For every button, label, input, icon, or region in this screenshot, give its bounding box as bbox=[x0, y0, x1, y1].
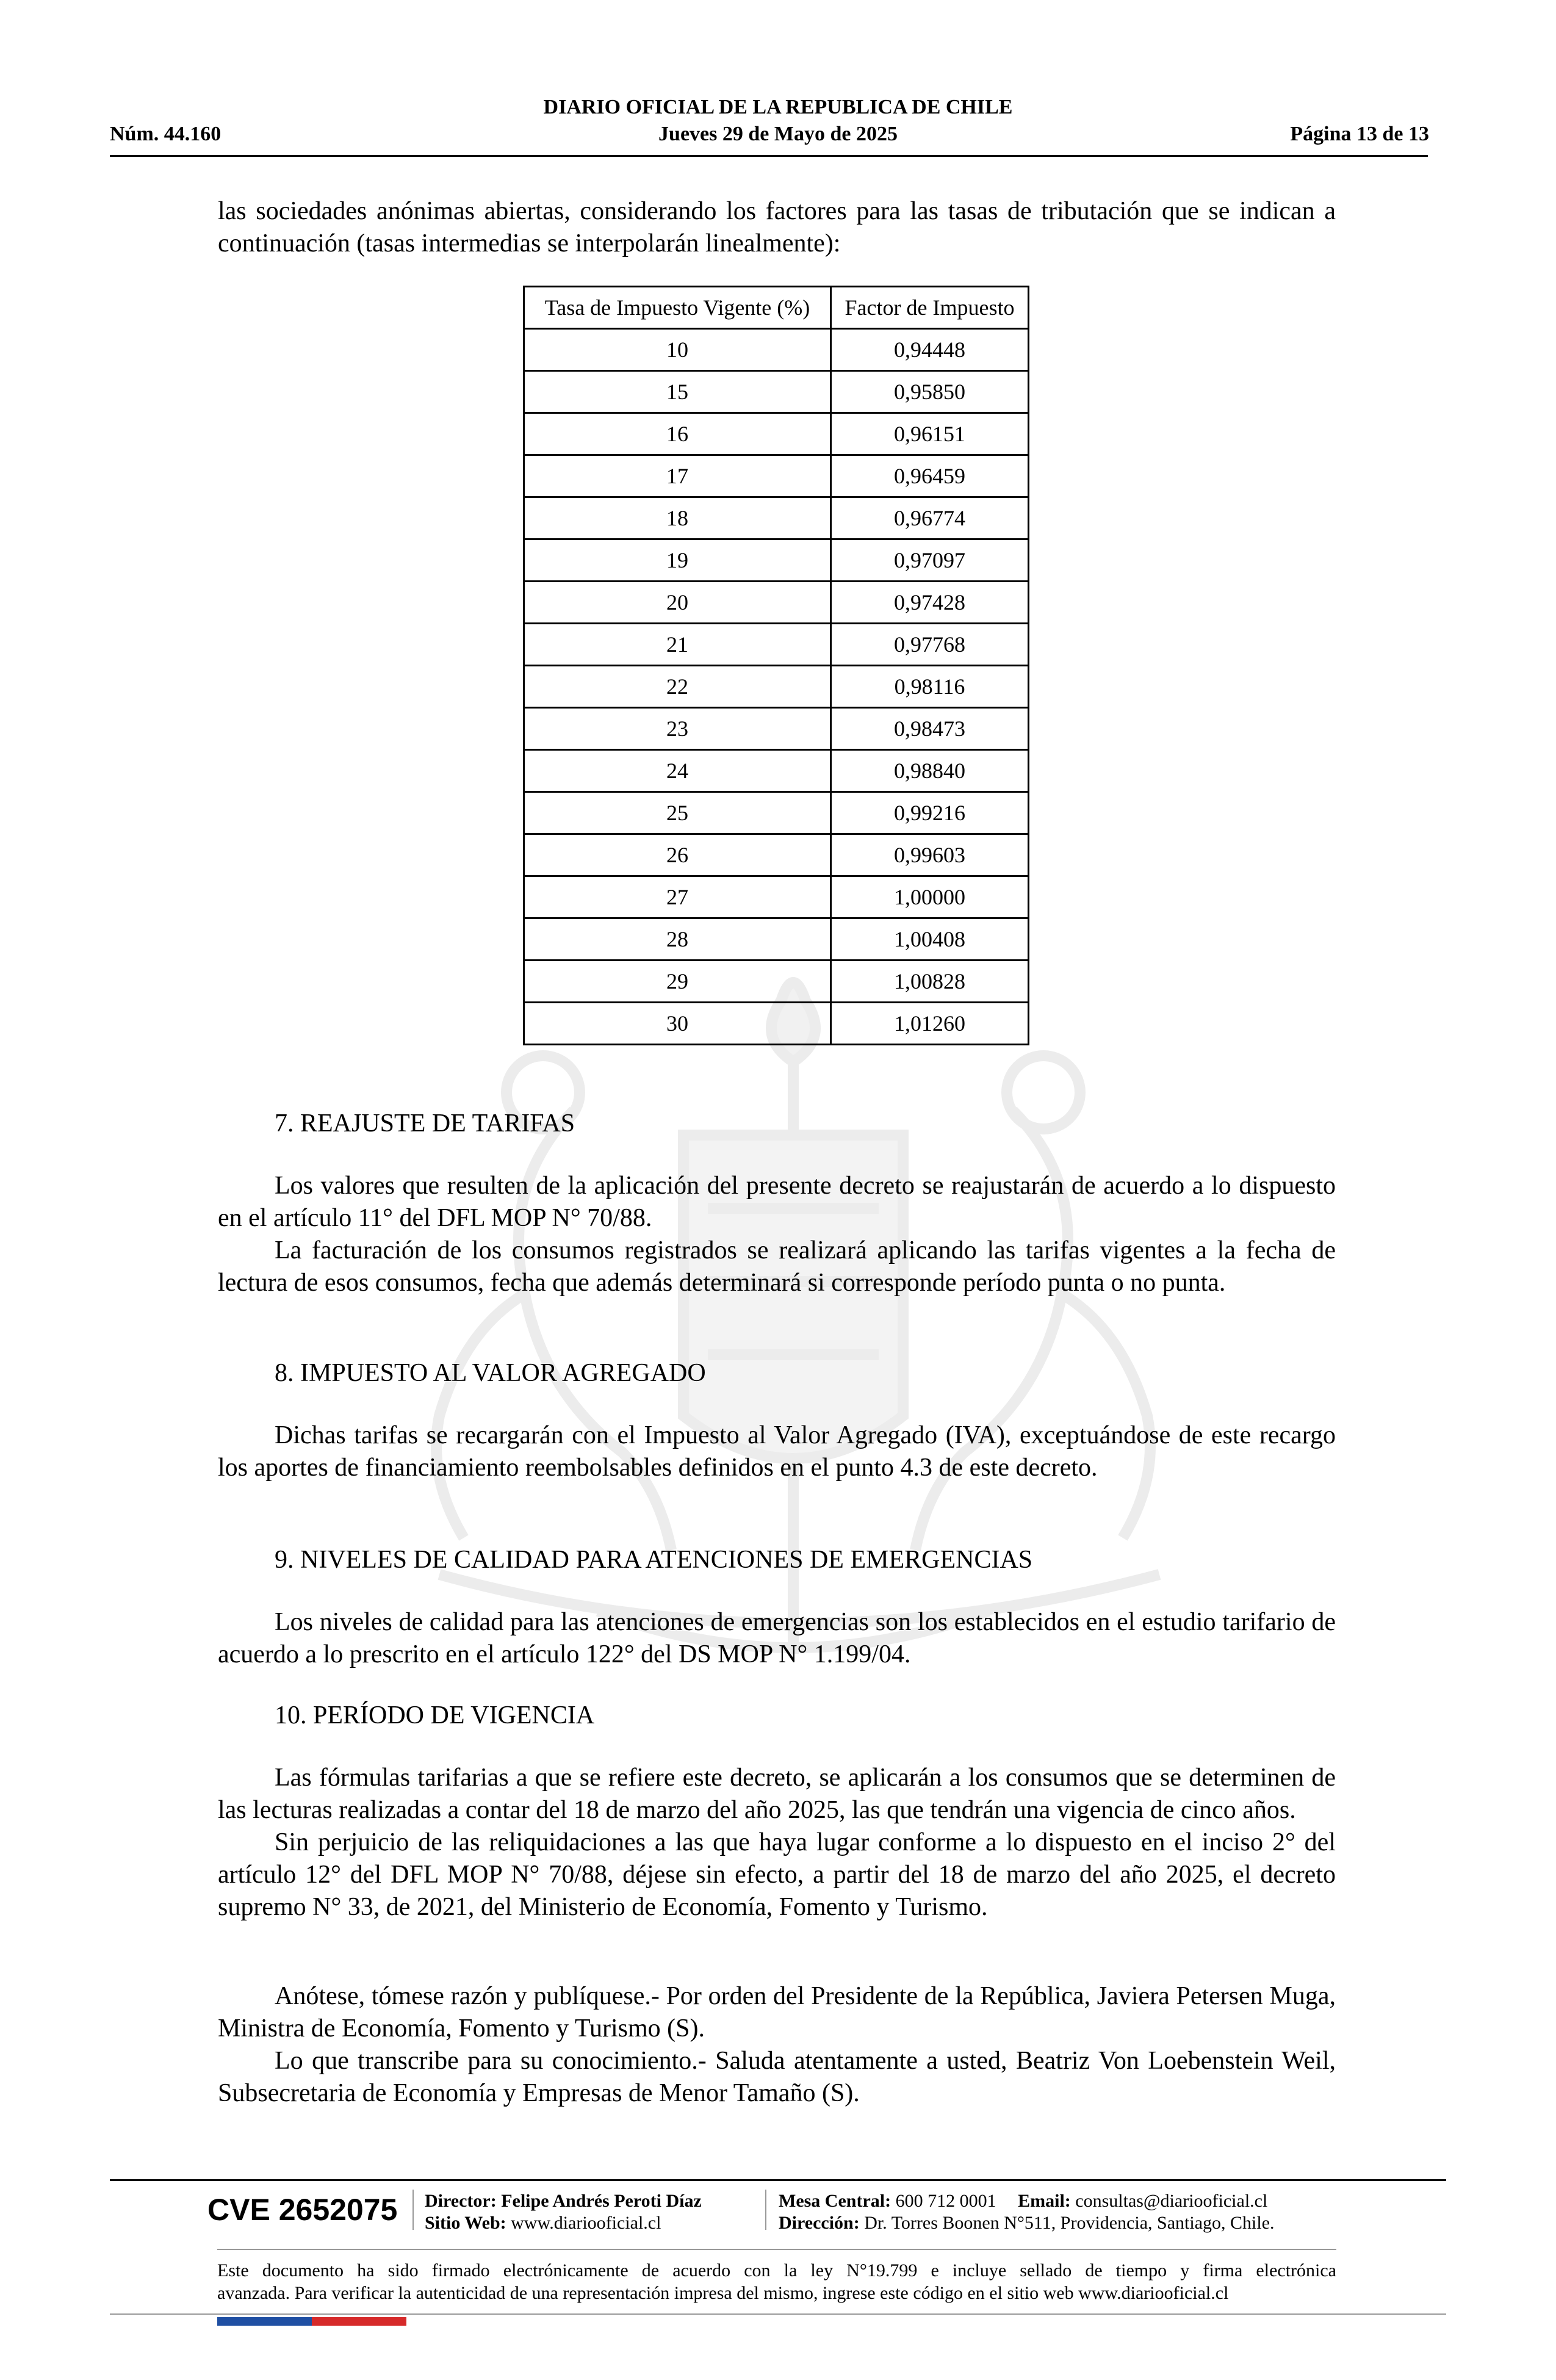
table-row bbox=[524, 918, 1029, 961]
table-row bbox=[524, 455, 1029, 497]
table-row bbox=[524, 750, 1029, 792]
address-label: Dirección: bbox=[779, 2213, 860, 2233]
tax-rate-cell: 18 bbox=[524, 497, 831, 539]
closing-paragraph: Lo que transcribe para su conocimiento.- Saluda atentamente a usted, Beatriz Von Loebenstein Weil, Subsecretaria de Economía y Empresas de Menor Tamaño (S). bbox=[218, 2047, 1336, 2107]
page-number: Página 13 de 13 bbox=[1290, 123, 1429, 145]
table-row bbox=[524, 329, 1029, 371]
director-name: Felipe Andrés Peroti Díaz bbox=[501, 2191, 702, 2211]
tax-factor-table bbox=[523, 286, 1029, 1045]
table-row bbox=[524, 961, 1029, 1003]
tax-rate-cell: 23 bbox=[524, 708, 831, 750]
table-row bbox=[524, 539, 1029, 582]
table-row bbox=[524, 708, 1029, 750]
director-line bbox=[425, 2190, 702, 2212]
phone-label: Mesa Central: bbox=[779, 2191, 891, 2211]
tax-rate-cell: 17 bbox=[524, 455, 831, 497]
section-7-body bbox=[218, 1170, 1336, 1299]
tax-factor-cell: 0,98116 bbox=[831, 666, 1029, 708]
tax-factor-cell: 0,96774 bbox=[831, 497, 1029, 539]
tax-factor-cell: 0,98473 bbox=[831, 708, 1029, 750]
signature-note-line: Este documento ha sido firmado electrónicamente de acuerdo con la ley N°19.799 e incluye sellado de tiempo y firma electrónica bbox=[217, 2260, 1336, 2281]
tax-rate-cell: 30 bbox=[524, 1003, 831, 1045]
table-row bbox=[524, 792, 1029, 834]
phone-value: 600 712 0001 bbox=[895, 2191, 996, 2211]
tax-factor-cell: 0,99603 bbox=[831, 834, 1029, 876]
table-row bbox=[524, 1003, 1029, 1045]
section-heading-7: 7. REAJUSTE DE TARIFAS bbox=[275, 1109, 575, 1138]
signature-note-line: avanzada. Para verificar la autenticidad de una representación impresa del mismo, ingrese este código en el sitio web www.diariooficial.cl bbox=[217, 2283, 1229, 2303]
tax-factor-cell: 0,97768 bbox=[831, 624, 1029, 666]
section-paragraph: Los niveles de calidad para las atenciones de emergencias son los establecidos en el estudio tarifario de acuerdo a lo prescrito en el artículo 122° del DS MOP N° 1.199/04. bbox=[218, 1608, 1336, 1668]
tax-rate-cell: 21 bbox=[524, 624, 831, 666]
table-row bbox=[524, 834, 1029, 876]
header-tax-rate: Tasa de Impuesto Vigente (%) bbox=[524, 287, 831, 329]
section-heading-9: 9. NIVELES DE CALIDAD PARA ATENCIONES DE EMERGENCIAS bbox=[275, 1546, 1033, 1574]
tax-factor-cell: 1,00828 bbox=[831, 961, 1029, 1003]
tax-rate-cell: 26 bbox=[524, 834, 831, 876]
website-line bbox=[425, 2212, 661, 2234]
email-link[interactable]: consultas@diariooficial.cl bbox=[1075, 2191, 1268, 2211]
flag-bar-red bbox=[312, 2317, 406, 2326]
tax-factor-cell: 1,00000 bbox=[831, 876, 1029, 918]
table-row bbox=[524, 582, 1029, 624]
address-line bbox=[779, 2212, 1275, 2234]
section-paragraph: Los valores que resulten de la aplicación del presente decreto se reajustarán de acuerdo a lo dispuesto en el artículo 11° del DFL MOP N° 70/88. bbox=[218, 1172, 1336, 1232]
header-tax-factor: Factor de Impuesto bbox=[831, 287, 1029, 329]
table-row bbox=[524, 624, 1029, 666]
address-value: Dr. Torres Boonen N°511, Providencia, Santiago, Chile. bbox=[864, 2213, 1275, 2233]
table-row bbox=[524, 371, 1029, 413]
section-8-body bbox=[218, 1419, 1336, 1484]
footer-rule-bottom bbox=[110, 2313, 1446, 2315]
table-row bbox=[524, 666, 1029, 708]
closing-paragraph: Anótese, tómese razón y publíquese.- Por orden del Presidente de la República, Javiera Petersen Muga, Ministra de Economía, Fomento y Turismo (S). bbox=[218, 1982, 1336, 2043]
tax-rate-cell: 10 bbox=[524, 329, 831, 371]
website-link[interactable]: www.diariooficial.cl bbox=[511, 2213, 661, 2233]
tax-factor-cell: 1,00408 bbox=[831, 918, 1029, 961]
table-row bbox=[524, 413, 1029, 455]
publication-title: DIARIO OFICIAL DE LA REPUBLICA DE CHILE bbox=[543, 96, 1013, 118]
tax-rate-cell: 15 bbox=[524, 371, 831, 413]
section-heading-8: 8. IMPUESTO AL VALOR AGREGADO bbox=[275, 1359, 706, 1387]
tax-rate-cell: 24 bbox=[524, 750, 831, 792]
footer-separator bbox=[412, 2190, 414, 2230]
cve-code: CVE 2652075 bbox=[207, 2193, 398, 2227]
tax-rate-cell: 29 bbox=[524, 961, 831, 1003]
tax-factor-cell: 0,96151 bbox=[831, 413, 1029, 455]
section-paragraph: La facturación de los consumos registrados se realizará aplicando las tarifas vigentes a la fecha de lectura de esos consumos, fecha que además determinará si corresponde período punta o no punta. bbox=[218, 1236, 1336, 1297]
tax-rate-cell: 19 bbox=[524, 539, 831, 582]
tax-factor-cell: 0,96459 bbox=[831, 455, 1029, 497]
closing-block bbox=[218, 1980, 1336, 2110]
tax-rate-cell: 20 bbox=[524, 582, 831, 624]
tax-factor-cell: 0,98840 bbox=[831, 750, 1029, 792]
footer-separator bbox=[765, 2190, 766, 2230]
publication-date: Jueves 29 de Mayo de 2025 bbox=[658, 123, 898, 145]
section-9-body bbox=[218, 1606, 1336, 1671]
section-10-body bbox=[218, 1762, 1336, 1924]
coat-of-arms-watermark bbox=[342, 952, 1257, 1715]
signature-note bbox=[217, 2259, 1336, 2304]
tax-rate-cell: 25 bbox=[524, 792, 831, 834]
tax-factor-cell: 0,94448 bbox=[831, 329, 1029, 371]
tax-rate-cell: 27 bbox=[524, 876, 831, 918]
flag-bar-blue bbox=[217, 2317, 312, 2326]
tax-factor-cell: 1,01260 bbox=[831, 1003, 1029, 1045]
section-heading-10: 10. PERÍODO DE VIGENCIA bbox=[275, 1701, 595, 1729]
tax-rate-cell: 16 bbox=[524, 413, 831, 455]
director-label: Director: bbox=[425, 2191, 497, 2211]
section-paragraph: Las fórmulas tarifarias a que se refiere este decreto, se aplicarán a los consumos que se determinen de las lecturas realizadas a contar del 18 de marzo del año 2025, las que tendrán una vigencia de cinco años. bbox=[218, 1764, 1336, 1824]
contact-line bbox=[779, 2190, 1267, 2212]
table-row bbox=[524, 497, 1029, 539]
tax-factor-cell: 0,97097 bbox=[831, 539, 1029, 582]
footer-rule-mid bbox=[217, 2249, 1336, 2250]
website-label: Sitio Web: bbox=[425, 2213, 506, 2233]
section-paragraph: Sin perjuicio de las reliquidaciones a las que haya lugar conforme a lo dispuesto en el inciso 2° del artículo 12° del DFL MOP N° 70/88, déjese sin efecto, a partir del 18 de marzo del año 2025, el decreto supremo N° 33, de 2021, del Ministerio de Economía, Fomento y Turismo. bbox=[218, 1828, 1336, 1921]
footer-rule-top bbox=[110, 2179, 1446, 2181]
tax-rate-cell: 28 bbox=[524, 918, 831, 961]
table-header-row bbox=[524, 287, 1029, 329]
tax-rate-cell: 22 bbox=[524, 666, 831, 708]
email-label: Email: bbox=[1018, 2191, 1071, 2211]
tax-factor-cell: 0,97428 bbox=[831, 582, 1029, 624]
section-paragraph: Dichas tarifas se recargarán con el Impuesto al Valor Agregado (IVA), exceptuándose de este recargo los aportes de financiamiento reembolsables definidos en el punto 4.3 de este decreto. bbox=[218, 1421, 1336, 1482]
intro-paragraph: las sociedades anónimas abiertas, considerando los factores para las tasas de tributación que se indican a continuación (tasas intermedias se interpolarán linealmente): bbox=[218, 197, 1336, 258]
issue-number: Núm. 44.160 bbox=[110, 123, 222, 145]
table-row bbox=[524, 876, 1029, 918]
header-rule bbox=[110, 155, 1428, 157]
tax-factor-cell: 0,99216 bbox=[831, 792, 1029, 834]
tax-factor-cell: 0,95850 bbox=[831, 371, 1029, 413]
